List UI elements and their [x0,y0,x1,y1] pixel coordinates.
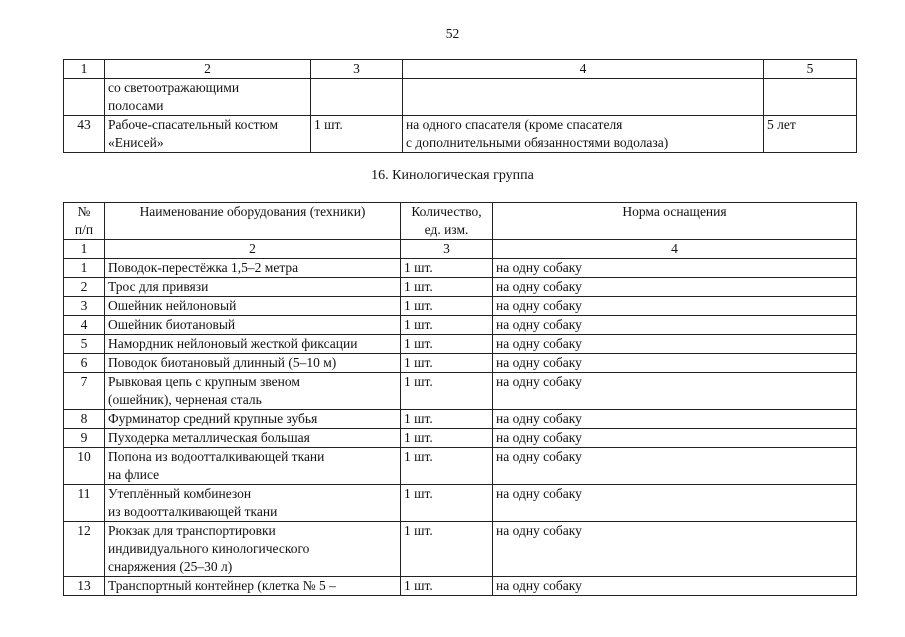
norm-cell: на одну собаку [493,522,857,577]
quantity-cell: 1 шт. [401,297,493,316]
norm-cell: на одну собаку [493,429,857,448]
term-cell: 5 лет [764,116,857,153]
item-name-cell: Трос для привязи [105,278,401,297]
row-number-cell: 11 [64,485,105,522]
norm-cell: на одну собаку [493,373,857,410]
table-row [64,278,857,297]
row-number-cell: 10 [64,448,105,485]
quantity-cell: 1 шт. [401,448,493,485]
header-cell: 1 [64,60,105,79]
numbering-cell: 2 [105,240,401,259]
row-number-cell: 2 [64,278,105,297]
row-number-cell: 3 [64,297,105,316]
table-row [64,485,857,522]
quantity-cell: 1 шт. [401,278,493,297]
table-row [64,373,857,410]
quantity-cell: 1 шт. [311,116,403,153]
norm-cell: на одного спасателя (кроме спасателя с дополнительными обязанностями водолаза) [403,116,764,153]
table-row [64,448,857,485]
item-name-cell: Поводок-перестёжка 1,5–2 метра [105,259,401,278]
quantity-cell: 1 шт. [401,354,493,373]
row-number-cell: 43 [64,116,105,153]
table-header-row [64,203,857,240]
header-cell: 3 [311,60,403,79]
table-row [64,429,857,448]
table-row [64,354,857,373]
item-name-cell: Фурминатор средний крупные зубья [105,410,401,429]
numbering-cell: 3 [401,240,493,259]
item-name-cell: Рывковая цепь с крупным звеном (ошейник), черненая сталь [105,373,401,410]
quantity-cell: 1 шт. [401,522,493,577]
norm-cell: на одну собаку [493,335,857,354]
table-row [64,259,857,278]
quantity-cell: 1 шт. [401,259,493,278]
norm-cell: на одну собаку [493,448,857,485]
item-name-cell: Рабоче-спасательный костюм «Енисей» [105,116,311,153]
table-row [64,116,857,153]
item-name-cell: Рюкзак для транспортировки индивидуального кинологического снаряжения (25–30 л) [105,522,401,577]
item-name-cell: Транспортный контейнер (клетка № 5 – [105,577,401,596]
header-cell: Наименование оборудования (техники) [105,203,401,240]
table-header-row [64,60,857,79]
row-number-cell: 1 [64,259,105,278]
numbering-cell: 1 [64,240,105,259]
norm-cell: на одну собаку [493,485,857,522]
term-cell [764,79,857,116]
item-name-cell: Пуходерка металлическая большая [105,429,401,448]
row-number-cell: 7 [64,373,105,410]
row-number-cell: 4 [64,316,105,335]
row-number-cell: 13 [64,577,105,596]
row-number-cell: 9 [64,429,105,448]
item-name-cell: Ошейник биотановый [105,316,401,335]
quantity-cell [311,79,403,116]
item-name-cell: Ошейник нейлоновый [105,297,401,316]
quantity-cell: 1 шт. [401,410,493,429]
numbering-cell: 4 [493,240,857,259]
norm-cell: на одну собаку [493,354,857,373]
item-name-cell: со светоотражающими полосами [105,79,311,116]
norm-cell: на одну собаку [493,410,857,429]
header-cell: 2 [105,60,311,79]
header-cell: Норма оснащения [493,203,857,240]
quantity-cell: 1 шт. [401,335,493,354]
item-name-cell: Поводок биотановый длинный (5–10 м) [105,354,401,373]
header-cell: 5 [764,60,857,79]
norm-cell: на одну собаку [493,316,857,335]
norm-cell [403,79,764,116]
norm-cell: на одну собаку [493,297,857,316]
table-row [64,577,857,596]
quantity-cell: 1 шт. [401,316,493,335]
quantity-cell: 1 шт. [401,429,493,448]
equipment-table [63,202,857,596]
quantity-cell: 1 шт. [401,373,493,410]
header-cell: № п/п [64,203,105,240]
page-number: 52 [445,26,460,41]
table-continuation [63,59,857,153]
table-numbering-row [64,240,857,259]
table-row [64,297,857,316]
table-row [64,316,857,335]
row-number-cell: 12 [64,522,105,577]
norm-cell: на одну собаку [493,577,857,596]
section-title: 16. Кинологическая группа [371,168,534,183]
item-name-cell: Утеплённый комбинезон из водоотталкивающей ткани [105,485,401,522]
row-number-cell: 5 [64,335,105,354]
norm-cell: на одну собаку [493,278,857,297]
row-number-cell [64,79,105,116]
quantity-cell: 1 шт. [401,577,493,596]
quantity-cell: 1 шт. [401,485,493,522]
header-cell: 4 [403,60,764,79]
header-cell: Количество, ед. изм. [401,203,493,240]
item-name-cell: Намордник нейлоновый жесткой фиксации [105,335,401,354]
table-row [64,79,857,116]
table-row [64,410,857,429]
item-name-cell: Попона из водоотталкивающей ткани на флисе [105,448,401,485]
table-row [64,335,857,354]
table-row [64,522,857,577]
row-number-cell: 8 [64,410,105,429]
row-number-cell: 6 [64,354,105,373]
norm-cell: на одну собаку [493,259,857,278]
